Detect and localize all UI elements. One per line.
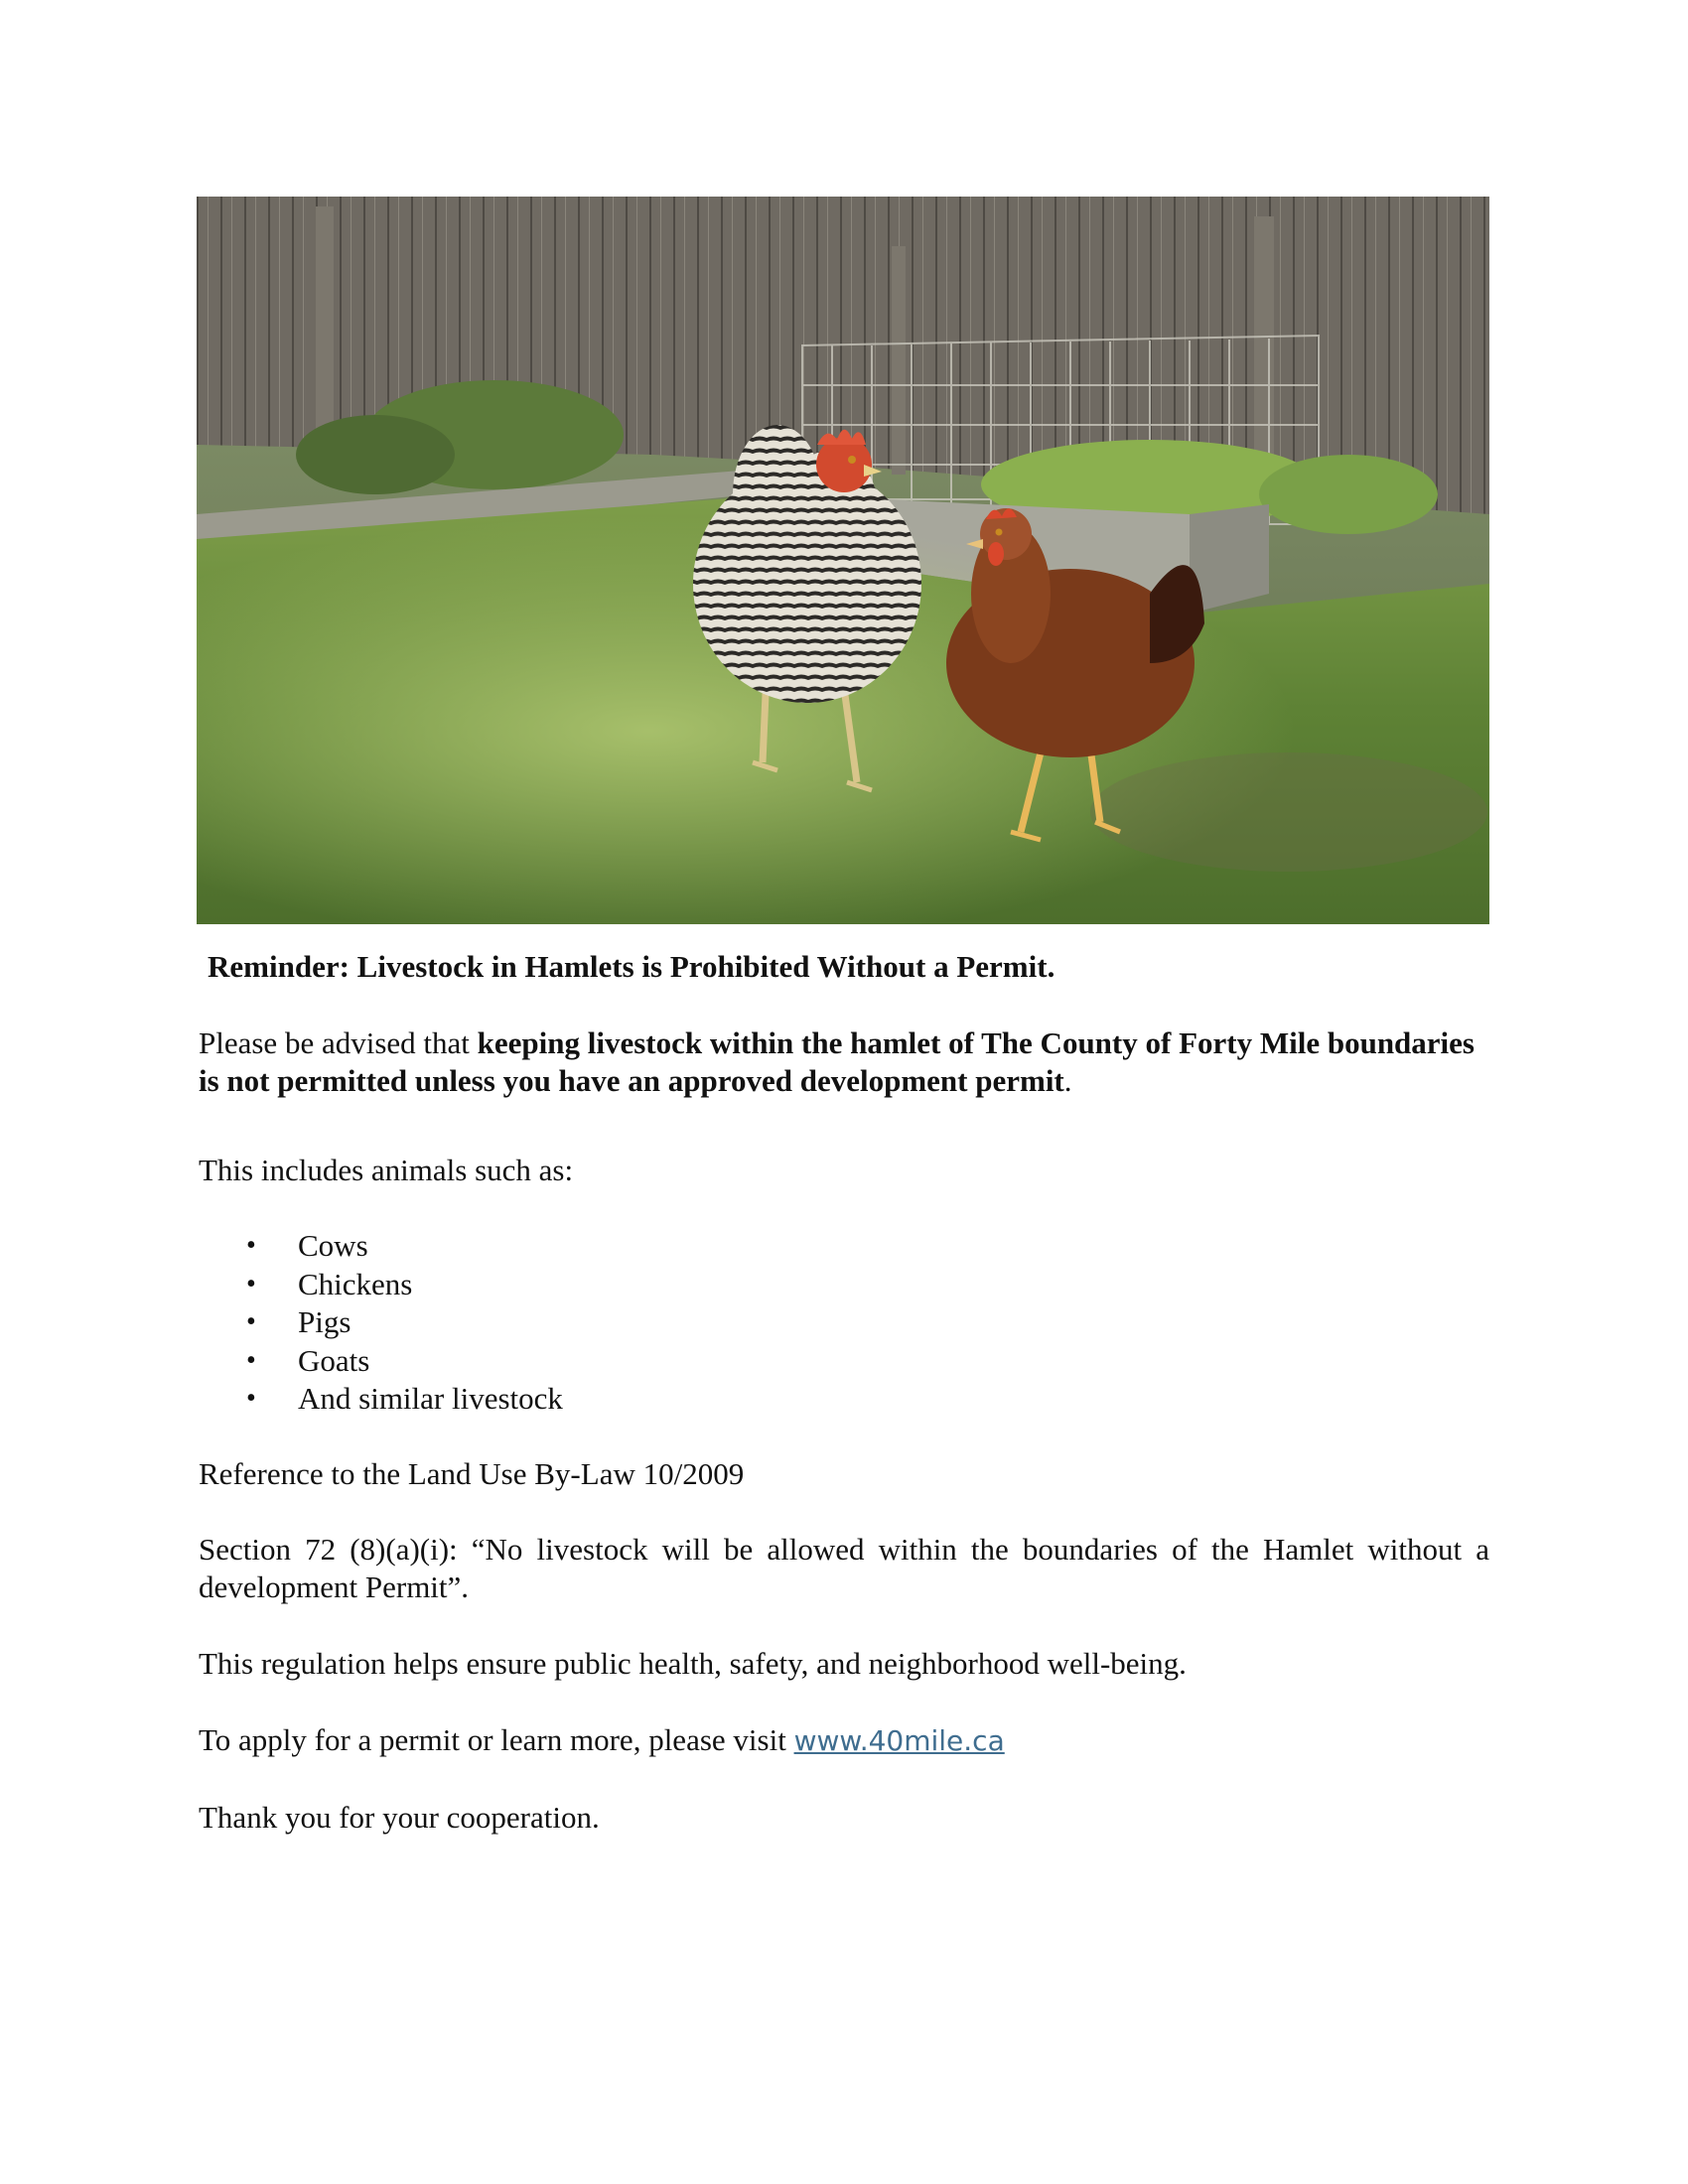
list-item-label: Goats [298, 1342, 370, 1378]
advisory-paragraph [199, 1024, 1489, 1100]
bullet-icon: • [246, 1268, 256, 1299]
chickens-photo [197, 197, 1489, 924]
apply-paragraph [199, 1721, 1489, 1760]
list-item-label: Chickens [298, 1266, 413, 1301]
list-item-label: And similar livestock [298, 1381, 563, 1416]
list-item [199, 1266, 563, 1304]
list-item [199, 1227, 563, 1266]
includes-intro: This includes animals such as: [199, 1153, 574, 1187]
bullet-icon: • [246, 1344, 256, 1376]
advisory-bold: keeping livestock within the hamlet of The County of Forty Mile boundaries is not permitted unless you have an approved development permit [199, 1025, 1475, 1098]
animal-list [199, 1227, 563, 1419]
list-item-label: Cows [298, 1228, 368, 1263]
page-heading: Reminder: Livestock in Hamlets is Prohibited Without a Permit. [208, 949, 1055, 984]
list-item [199, 1303, 563, 1342]
bullet-icon: • [246, 1306, 256, 1337]
section-quote: Section 72 (8)(a)(i): “No livestock will be allowed within the boundaries of the Hamlet without a development Permit”. [199, 1532, 1489, 1604]
bylaw-reference: Reference to the Land Use By-Law 10/2009 [199, 1456, 745, 1491]
chickens-illustration [197, 197, 1489, 924]
website-link[interactable]: www.40mile.ca [793, 1724, 1005, 1757]
regulation-note: This regulation helps ensure public health, safety, and neighborhood well-being. [199, 1646, 1187, 1681]
list-item-label: Pigs [298, 1304, 352, 1339]
advisory-suffix: . [1063, 1063, 1072, 1098]
thanks-line: Thank you for your cooperation. [199, 1800, 600, 1835]
bullet-icon: • [246, 1230, 256, 1261]
apply-prefix: To apply for a permit or learn more, please visit [199, 1722, 794, 1757]
advisory-prefix: Please be advised that [199, 1025, 478, 1060]
list-item [199, 1380, 563, 1419]
bullet-icon: • [246, 1383, 256, 1414]
list-item [199, 1342, 563, 1381]
